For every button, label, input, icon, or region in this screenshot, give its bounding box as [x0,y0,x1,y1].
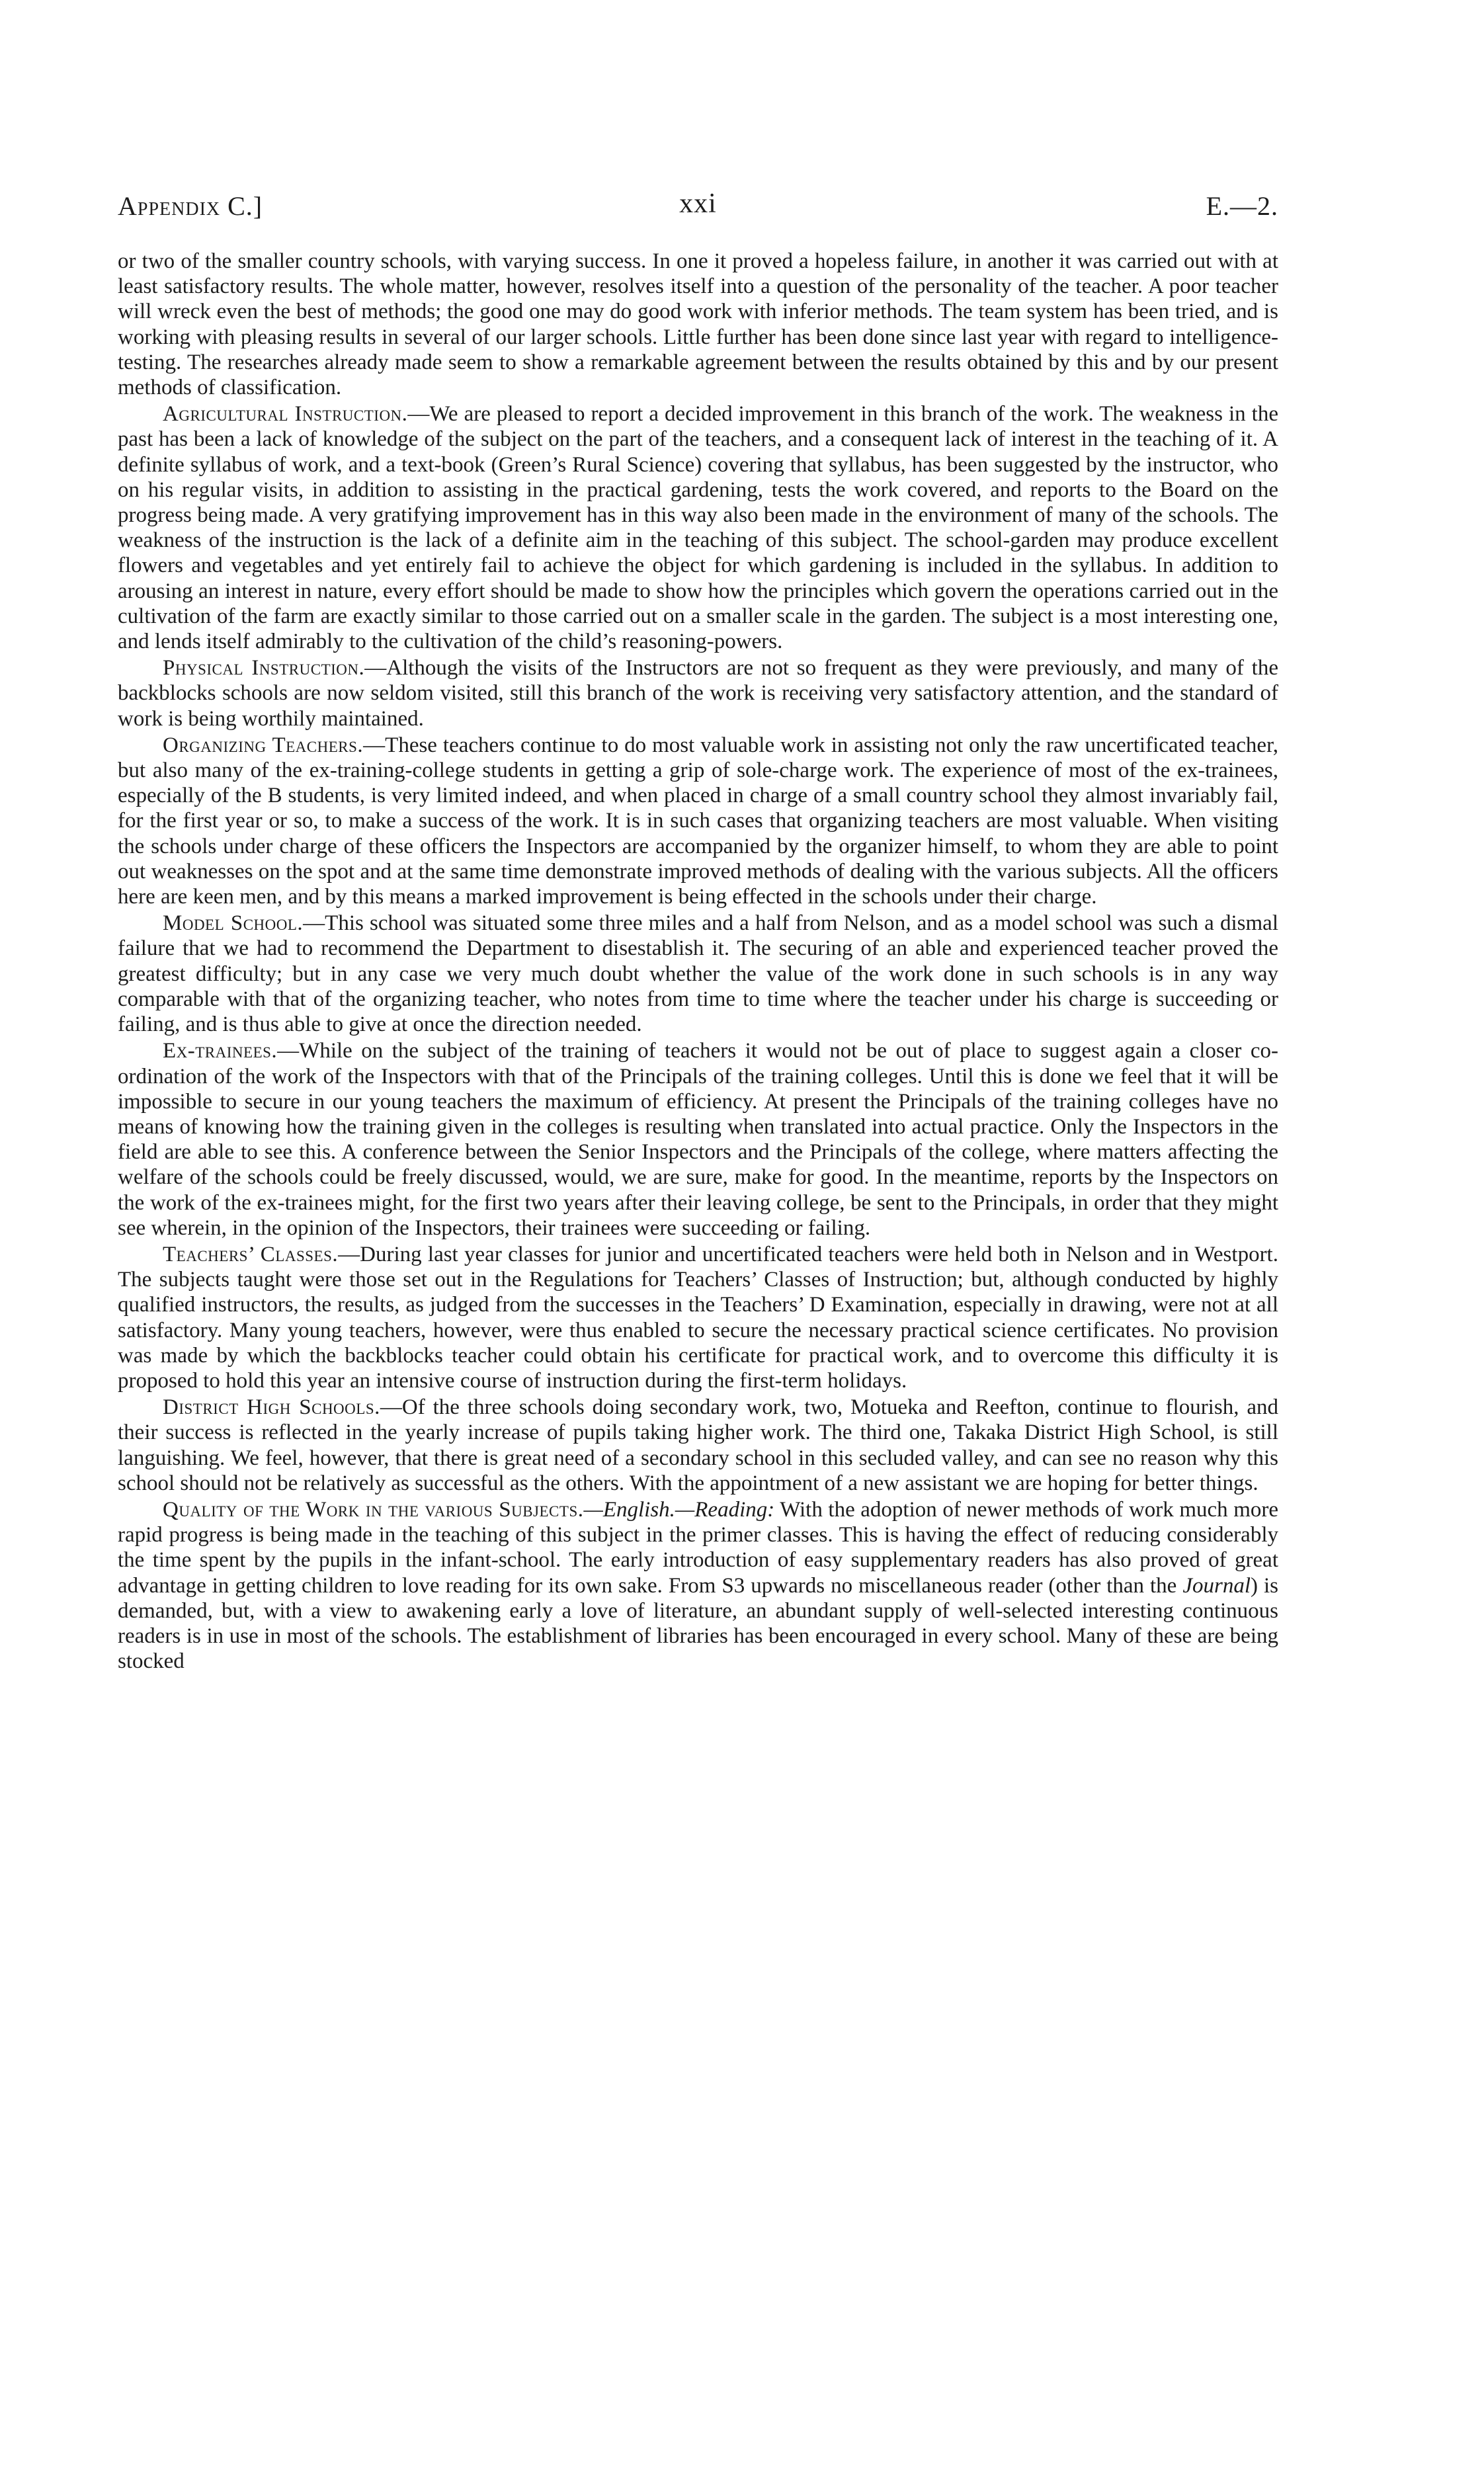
section-heading: Model School. [163,911,304,936]
section-heading: Organizing Teachers. [163,733,364,757]
paragraph-district-high-schools: District High Schools.—Of the three schools doing secondary work, two, Motueka and Reefton, continue to flourish, and their success is reflected in the yearly increase of pupils taking higher work. The third one, Takaka District High School, is still languishing. We feel, however, that there is great need of a secondary school in this secluded valley, and can see no reason why this school should not be relatively as successful as the others. With the appointment of a new assistant we are hoping for better things. [118,1395,1278,1495]
section-heading: Physical Instruction. [163,656,365,680]
page-number: xxi [679,188,717,219]
document-page [118,184,1278,1675]
paragraph-quality-of-work: Quality of the Work in the various Subjects.—English.—Reading: With the adoption of newer methods of work much more rapid progress is being made in the teaching of this subject in the primer classes. This is having the effect of reducing considerably the time spent by the pupils in the infant-school. The early introduction of easy supplementary readers has also proved of great advantage in getting children to love reading for its own sake. From S3 upwards no miscellaneous reader (other than the Journal) is demanded, but, with a view to awakening early a love of literature, an abundant supply of well-selected interesting continuous readers is in use in most of the schools. The establishment of libraries has been encouraged in every school. Many of these are being stocked [118,1497,1278,1674]
paragraph-continuation: or two of the smaller country schools, with varying success. In one it proved a hopeless failure, in another it was carried out with at least satisfactory results. The whole matter, however, resolves itself into a question of the personality of the teacher. A poor teacher will wreck even the best of methods; the good one may do good work with inferior methods. The team system has been tried, and is working with pleasing results in several of our larger schools. Little further has been done since last year with regard to intelligence-testing. The researches already made seem to show a remarkable agreement between the results obtained by this and by our present methods of classification. [118,249,1278,400]
paragraph-teachers-classes: Teachers’ Classes.—During last year classes for junior and uncertificated teachers were held both in Nelson and in Westport. The subjects taught were those set out in the Regulations for Teachers’ Classes of Instruction; but, although conducted by highly qualified instructors, the results, as judged from the successes in the Teachers’ D Examination, especially in drawing, were not at all satisfactory. Many young teachers, however, were thus enabled to secure the necessary practical science certificates. No provision was made by which the backblocks teacher could obtain his certificate for practical work, and to overcome this difficulty it is proposed to hold this year an intensive course of instruction during the first-term holidays. [118,1242,1278,1393]
document-body [118,249,1278,1674]
paragraph-ex-trainees: Ex-trainees.—While on the subject of the training of teachers it would not be out of place to suggest again a closer co-ordination of the work of the Inspectors with that of the Principals of the training colleges. Until this is done we feel that it will be impossible to secure in our young teachers the maximum of efficiency. At present the Principals of the training colleges have no means of knowing how the training given in the colleges is resulting when translated into actual practice. Only the Inspectors in the field are able to see this. A conference between the Senior Inspectors and the Principals of the college, where matters affecting the welfare of the schools could be freely discussed, would, we are sure, make for good. In the meantime, reports by the Inspectors on the work of the ex-trainees might, for the first two years after their leaving college, be sent to the Principals, in order that they might see wherein, in the opinion of the Inspectors, their trainees were succeeding or failing. [118,1039,1278,1240]
section-heading: Ex-trainees. [163,1039,278,1063]
paragraph-model-school: Model School.—This school was situated some three miles and a half from Nelson, and as a model school was such a dismal failure that we had to recommend the Department to disestablish it. The securing of an able and experienced teacher proved the greatest difficulty; but in any case we very much doubt whether the value of the work done in such schools is in any way comparable with that of the organizing teacher, who notes from time to time where the teacher under his charge is succeeding or failing, and is thus able to give at once the direction needed. [118,911,1278,1037]
paragraph-physical-instruction: Physical Instruction.—Although the visits of the Instructors are not so frequent as they were previously, and many of the backblocks schools are now seldom visited, still this branch of the work is receiving very satisfactory attention, and the standard of work is being worthily maintained. [118,656,1278,731]
section-heading: Agricultural Instruction. [163,402,408,427]
document-reference: E.—2. [1206,191,1278,221]
header-appendix: Appendix C.] [118,191,263,221]
paragraph-agricultural-instruction: Agricultural Instruction.—We are pleased to report a decided improvement in this branch of the work. The weakness in the past has been a lack of knowledge of the subject on the part of the teachers, and a consequent lack of interest in the teaching of it. A definite syllabus of work, and a text-book (Green’s Rural Science) covering that syllabus, has been suggested by the instructor, who on his regular visits, in addition to assisting in the practical gardening, tests the work covered, and reports to the Board on the progress being made. A very gratifying improvement has in this way also been made in the environment of many of the schools. The weakness of the instruction is the lack of a definite aim in the teaching of this subject. The school-garden may produce excellent flowers and vegetables and yet entirely fail to achieve the object for which gardening is included in the syllabus. In addition to arousing an interest in nature, every effort should be made to show how the principles which govern the operations carried out in the cultivation of the farm are exactly similar to those carried out on a smaller scale in the garden. The subject is a most interesting one, and lends itself admirably to the cultivation of the child’s reasoning-powers. [118,402,1278,654]
paragraph-organizing-teachers: Organizing Teachers.—These teachers continue to do most valuable work in assisting not only the raw uncertificated teacher, but also many of the ex-training-college students in getting a grip of sole-charge work. The experience of most of the ex-trainees, especially of the B students, is very limited indeed, and when placed in charge of a small country school they almost invariably fail, for the first year or so, to make a success of the work. It is in such cases that organizing teachers are most valuable. When visiting the schools under charge of these officers the Inspectors are accompanied by the organizer himself, to whom they are able to point out weaknesses on the spot and at the same time demonstrate improved methods of dealing with the various subjects. All the officers here are keen men, and by this means a marked improvement is being effected in the schools under their charge. [118,733,1278,909]
section-heading: District High Schools. [163,1395,380,1420]
section-heading: Quality of the Work in the various Subjects. [163,1497,584,1522]
page-header [118,184,1278,230]
section-heading: Teachers’ Classes. [163,1242,339,1266]
